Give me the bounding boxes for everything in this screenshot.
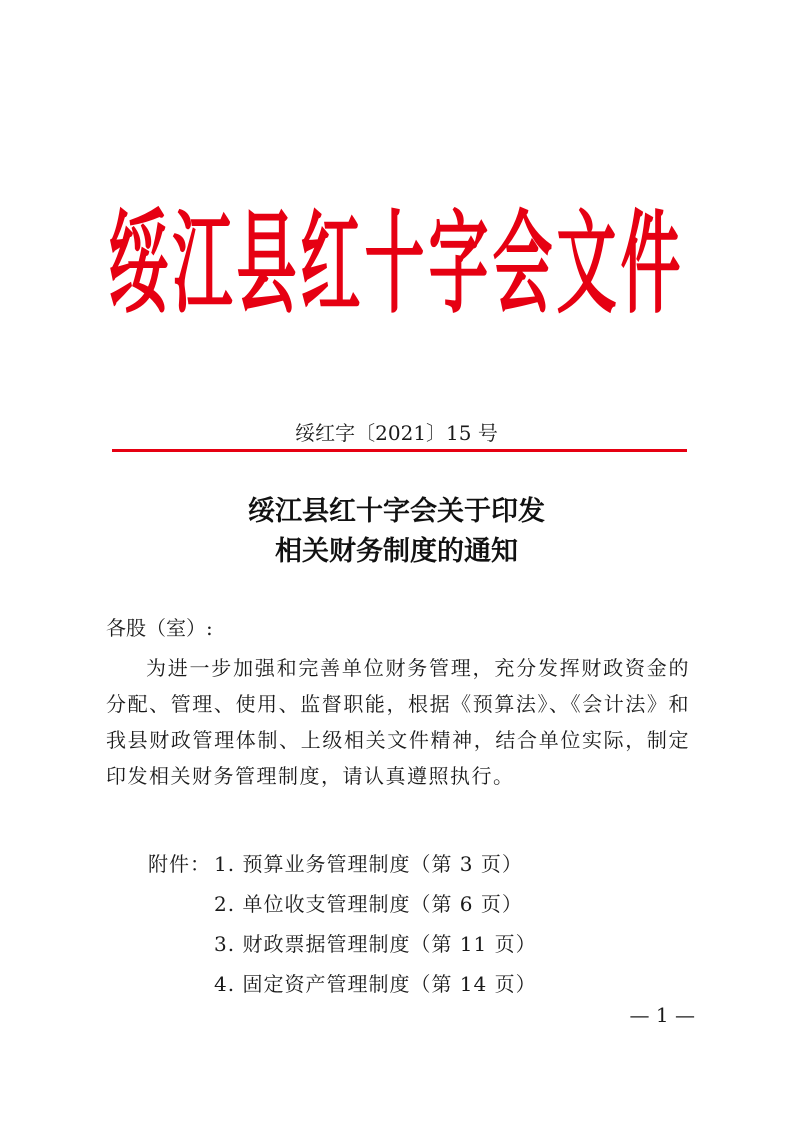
title-line-2: 相关财务制度的通知 <box>275 536 518 567</box>
attachment-list <box>148 844 537 1004</box>
attachment-item-text: 3. 财政票据管理制度（第 11 页） <box>214 932 537 956</box>
red-separator-line <box>112 449 687 452</box>
attachment-item <box>148 884 537 924</box>
attachment-item <box>148 924 537 964</box>
notice-title <box>0 492 793 572</box>
attachment-label: 附件： <box>148 852 211 876</box>
body-paragraph: 为进一步加强和完善单位财务管理，充分发挥财政资金的分配、管理、使用、监督职能，根据《预算法》、《会计法》和我县财政管理体制、上级相关文件精神，结合单位实际，制定印发相关财务管理制度，请认真遵照执行。 <box>106 656 690 788</box>
attachment-item-text: 2. 单位收支管理制度（第 6 页） <box>214 892 523 916</box>
attachment-item-text: 4. 固定资产管理制度（第 14 页） <box>214 972 537 996</box>
page-number: — 1 — <box>629 1003 695 1027</box>
title-line-1: 绥江县红十字会关于印发 <box>248 496 545 527</box>
attachment-item-text: 1. 预算业务管理制度（第 3 页） <box>214 852 523 876</box>
attachment-item <box>148 844 537 884</box>
addressee: 各股（室）: <box>106 616 213 640</box>
notice-body <box>106 610 690 794</box>
document-number: 绥红字〔2021〕15 号 <box>295 421 498 445</box>
attachment-item <box>148 964 537 1004</box>
document-masthead: 绥江县红十字会文件 <box>108 200 685 330</box>
